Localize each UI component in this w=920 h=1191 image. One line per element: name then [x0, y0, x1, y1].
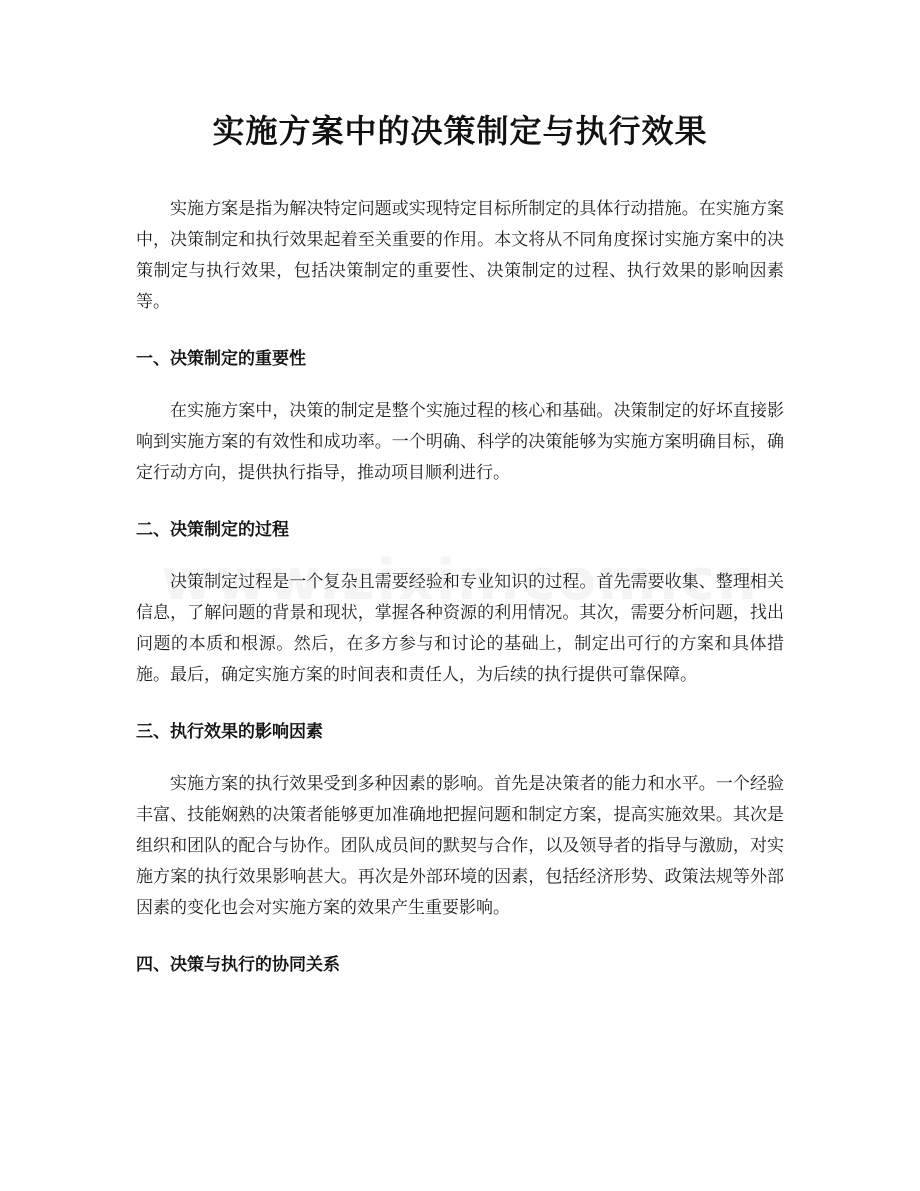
section-heading-1: 一、决策制定的重要性: [136, 349, 306, 369]
section-body-3: 实施方案的执行效果受到多种因素的影响。首先是决策者的能力和水平。一个经验丰富、技能娴熟的决策者能够更加准确地把握问题和制定方案，提高实施效果。其次是组织和团队的配合与协作。团队成员间的默契与合作，以及领导者的指导与激励，对实施方案的执行效果影响甚大。再次是外部环境的因素，包括经济形势、政策法规等外部因素的变化也会对实施方案的效果产生重要影响。: [136, 774, 784, 918]
section-body-1: 在实施方案中，决策的制定是整个实施过程的核心和基础。决策制定的好坏直接影响到实施方案的有效性和成功率。一个明确、科学的决策能够为实施方案明确目标，确定行动方向，提供执行指导，推动项目顺利进行。: [136, 401, 784, 483]
section-heading-2: 二、决策制定的过程: [136, 520, 289, 540]
intro-paragraph: 实施方案是指为解决特定问题或实现特定目标所制定的具体行动措施。在实施方案中，决策制定和执行效果起着至关重要的作用。本文将从不同角度探讨实施方案中的决策制定与执行效果，包括决策制定的重要性、决策制定的过程、执行效果的影响因素等。: [136, 199, 784, 312]
document-title: 实施方案中的决策制定与执行效果: [212, 112, 708, 150]
section-body-2: 决策制定过程是一个复杂且需要经验和专业知识的过程。首先需要收集、整理相关信息，了解问题的背景和现状，掌握各种资源的利用情况。其次，需要分析问题，找出问题的本质和根源。然后，在多方参与和讨论的基础上，制定出可行的方案和具体措施。最后，确定实施方案的时间表和责任人，为后续的执行提供可靠保障。: [136, 572, 784, 685]
section-heading-4: 四、决策与执行的协同关系: [136, 955, 340, 975]
section-heading-3: 三、执行效果的影响因素: [136, 722, 323, 742]
